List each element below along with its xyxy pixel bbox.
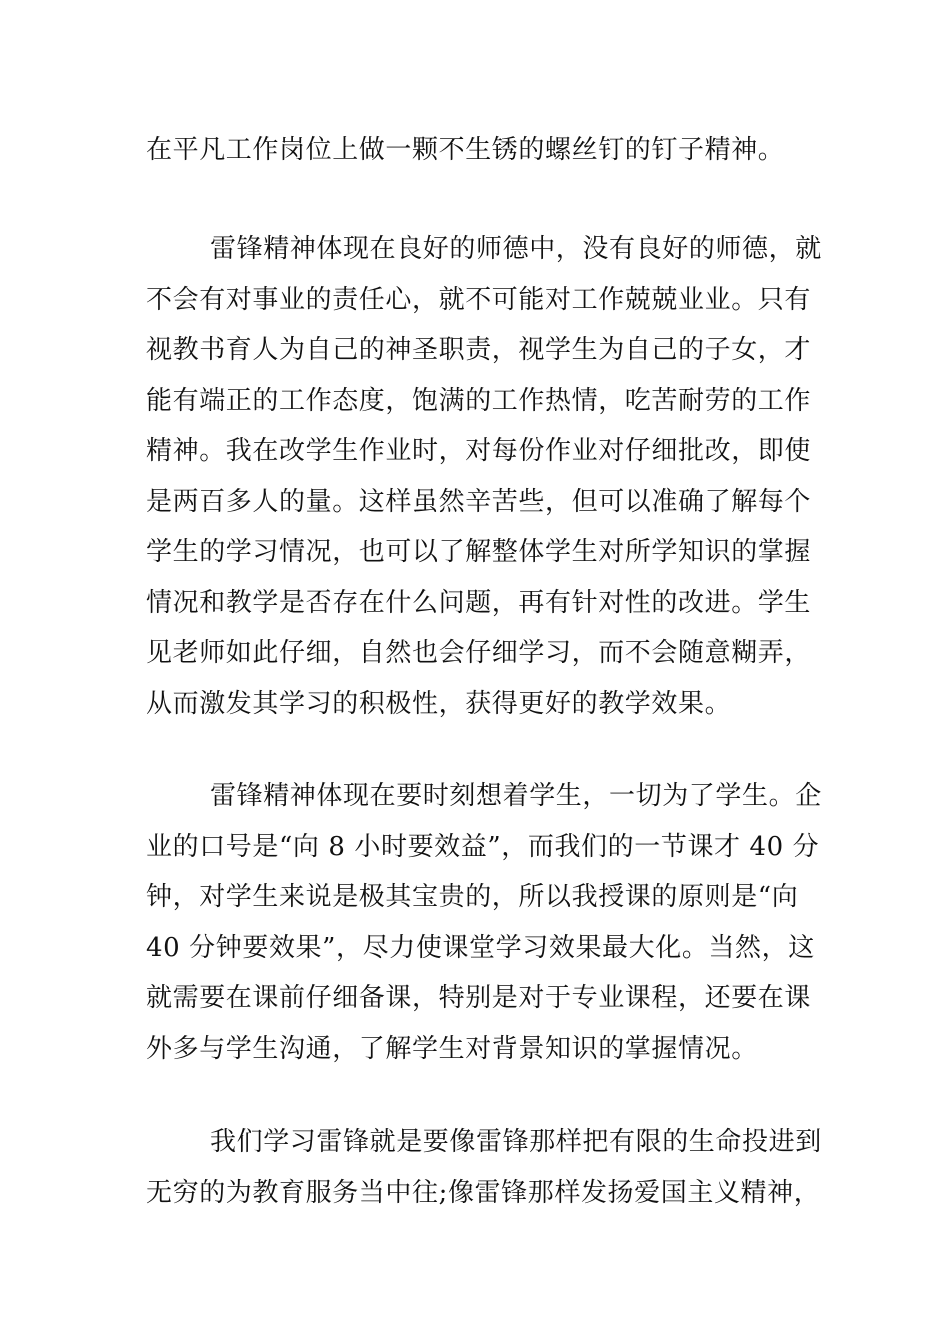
text-line: 雷锋精神体现在要时刻想着学生，一切为了学生。企 bbox=[210, 781, 822, 811]
text-line: 从而激发其学习的积极性，获得更好的教学效果。 bbox=[146, 688, 732, 719]
text-line: 在平凡工作岗位上做一颗不生锈的螺丝钉的钉子精神。 bbox=[146, 135, 785, 165]
paragraph-2 bbox=[146, 224, 822, 729]
text-line: 钟，对学生来说是极其宝贵的，所以我授课的原则是“向 bbox=[146, 882, 799, 912]
text-line: 视教书育人为自己的神圣职责，视学生为自己的子女，才 bbox=[146, 335, 812, 365]
text-line: 情况和教学是否存在什么问题，再有针对性的改进。学生 bbox=[146, 587, 812, 618]
paragraph-3 bbox=[146, 771, 822, 1074]
text-line: 是两百多人的量。这样虽然辛苦些，但可以准确了解每个 bbox=[146, 486, 812, 517]
text-line: 我们学习雷锋就是要像雷锋那样把有限的生命投进到 bbox=[210, 1127, 822, 1157]
text-line: 就需要在课前仔细备课，特别是对于专业课程，还要在课 bbox=[146, 983, 812, 1013]
paragraph-4 bbox=[146, 1117, 822, 1218]
text-line: 雷锋精神体现在良好的师德中，没有良好的师德，就 bbox=[210, 234, 822, 264]
text-line: 外多与学生沟通，了解学生对背景知识的掌握情况。 bbox=[146, 1033, 758, 1064]
text-line: 40 分钟要效果”，尽力使课堂学习效果最大化。当然，这 bbox=[146, 932, 815, 963]
text-line: 学生的学习情况，也可以了解整体学生对所学知识的掌握 bbox=[146, 537, 812, 567]
text-line: 业的口号是“向 8 小时要效益”，而我们的一节课才 40 分 bbox=[146, 831, 820, 862]
text-line: 见老师如此仔细，自然也会仔细学习，而不会随意糊弄， bbox=[146, 638, 812, 668]
text-line: 能有端正的工作态度，饱满的工作热情，吃苦耐劳的工作 bbox=[146, 385, 812, 416]
paragraph-1 bbox=[146, 125, 806, 176]
text-line: 不会有对事业的责任心，就不可能对工作兢兢业业。只有 bbox=[146, 284, 812, 315]
text-line: 精神。我在改学生作业时，对每份作业对仔细批改，即使 bbox=[146, 436, 812, 466]
text-line: 无穷的为教育服务当中往;像雷锋那样发扬爱国主义精神， bbox=[146, 1177, 821, 1208]
